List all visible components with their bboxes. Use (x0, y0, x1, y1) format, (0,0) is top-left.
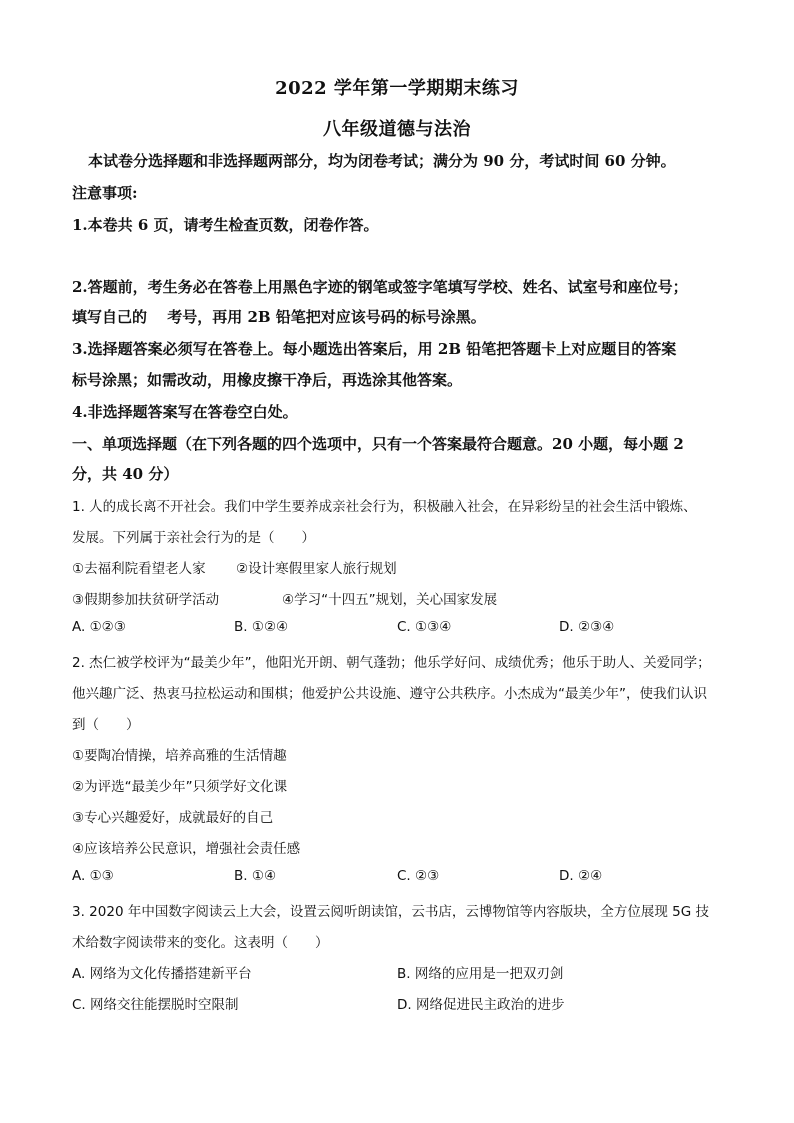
section-1-heading-line-2: 分，共 40 分） (72, 465, 179, 483)
q2-statement-4: ④应该培养公民意识，增强社会责任感 (72, 841, 301, 857)
q1-statement-3: ③假期参加扶贫研学活动 (72, 592, 220, 608)
q1-statement-2: ②设计寒假里家人旅行规划 (236, 561, 397, 577)
q1-stem-line-2: 发展。下列属于亲社会行为的是（ ） (72, 530, 315, 546)
exam-subject: 八年级道德与法治 (323, 119, 471, 140)
notice-item-2-line-1: 2.答题前，考生务必在答卷上用黑色字迹的钢笔或签字笔填写学校、姓名、试室号和座位号； (72, 278, 688, 296)
q2-statement-2: ②为评选“最美少年”只须学好文化课 (72, 779, 288, 795)
q3-choice-c: C. 网络交往能摆脱时空限制 (72, 997, 239, 1013)
q1-statement-4: ④学习“十四五”规划，关心国家发展 (282, 592, 498, 608)
notice-item-3-line-1: 3.选择题答案必须写在答卷上。每小题选出答案后，用 2B 铅笔把答题卡上对应题目的答案 (72, 340, 677, 358)
q2-stem-line-1: 2. 杰仁被学校评为“最美少年”，他阳光开朗、朝气蓬勃；他乐学好问、成绩优秀；他乐于助人、关爱同学； (72, 655, 711, 671)
section-1-heading-line-1: 一、单项选择题（在下列各题的四个选项中，只有一个答案最符合题意。20 小题，每小题 2 (72, 435, 684, 453)
q2-choice-d: D. ②④ (559, 868, 603, 884)
q2-choice-a: A. ①③ (72, 868, 114, 884)
intro-text: 本试卷分选择题和非选择题两部分，均为闭卷考试；满分为 90 分，考试时间 60 分钟。 (88, 152, 676, 170)
q1-choice-c: C. ①③④ (397, 619, 452, 635)
notice-item-3-line-2: 标号涂黑；如需改动，用橡皮擦干净后，再选涂其他答案。 (72, 371, 463, 389)
notice-item-1: 1.本卷共 6 页，请考生检查页数，闭卷作答。 (72, 216, 379, 234)
q1-choice-b: B. ①②④ (234, 619, 289, 635)
q1-statement-1: ①去福利院看望老人家 (72, 561, 206, 577)
q3-stem-line-2: 术给数字阅读带来的变化。这表明（ ） (72, 935, 329, 951)
notice-heading: 注意事项: (72, 184, 138, 202)
q1-stem-line-1: 1. 人的成长离不开社会。我们中学生要养成亲社会行为，积极融入社会，在异彩纷呈的社会生活中锻炼、 (72, 499, 697, 515)
notice-item-2-line-2: 填写自己的 考号，再用 2B 铅笔把对应该号码的标号涂黑。 (72, 308, 486, 326)
q2-statement-3: ③专心兴趣爱好，成就最好的自己 (72, 810, 274, 826)
q3-stem-line-1: 3. 2020 年中国数字阅读云上大会，设置云阅听朗读馆，云书店，云博物馆等内容版块，全方位展现 5G 技 (72, 904, 709, 920)
exam-title: 2022 学年第一学期期末练习 (275, 78, 519, 99)
q2-choice-c: C. ②③ (397, 868, 440, 884)
q2-statement-1: ①要陶冶情操，培养高雅的生活情趣 (72, 748, 287, 764)
q2-stem-line-3: 到（ ） (72, 717, 140, 733)
q1-choice-d: D. ②③④ (559, 619, 615, 635)
q3-choice-d: D. 网络促进民主政治的进步 (397, 997, 565, 1013)
q3-choice-a: A. 网络为文化传播搭建新平台 (72, 966, 252, 982)
q1-choice-a: A. ①②③ (72, 619, 126, 635)
q3-choice-b: B. 网络的应用是一把双刃剑 (397, 966, 564, 982)
q2-choice-b: B. ①④ (234, 868, 277, 884)
notice-item-4: 4.非选择题答案写在答卷空白处。 (72, 403, 298, 421)
q2-stem-line-2: 他兴趣广泛、热衷马拉松运动和围棋；他爱护公共设施、遵守公共秩序。小杰成为“最美少年”，使我们认识 (72, 686, 707, 702)
